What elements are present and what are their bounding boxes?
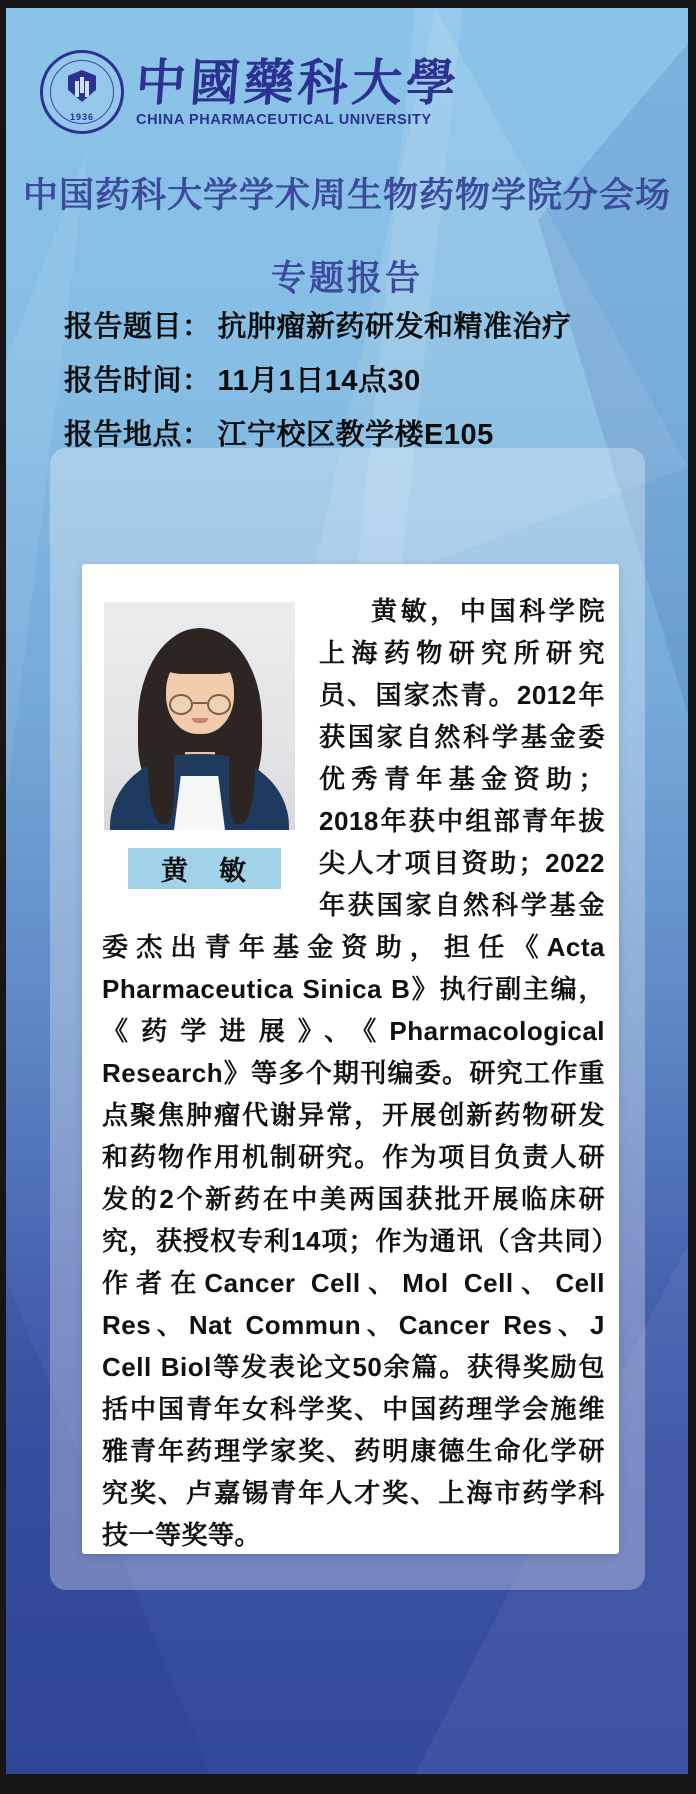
photo-mouth [192, 718, 208, 723]
university-seal-icon [40, 50, 124, 134]
speaker-photo [104, 602, 295, 830]
university-name-zh: 中國藥科大學 [133, 53, 463, 112]
photo-shirt [174, 776, 226, 830]
university-logo [40, 50, 463, 134]
photo-glasses [169, 694, 231, 716]
report-time-label: 报告时间： [64, 365, 212, 397]
photo-hair-strand [148, 722, 174, 824]
speaker-panel [50, 448, 645, 1590]
report-location-value: 江宁校区教学楼E105 [217, 419, 494, 451]
report-topic-label: 报告题目： [64, 311, 212, 343]
poster-title-line2: 专题报告 [270, 259, 423, 298]
speaker-name: 黄 敏 [161, 856, 248, 886]
report-location-label: 报告地点： [64, 419, 212, 451]
photo-bangs [160, 640, 240, 674]
university-name [133, 53, 463, 128]
report-time-row [64, 354, 658, 408]
speaker-name-badge [128, 848, 281, 889]
report-time-value: 11月1日14点30 [217, 365, 421, 397]
poster-title-line1: 中国药科大学学术周生物药物学院分会场 [22, 176, 671, 215]
seal-shield-icon [68, 70, 96, 102]
speaker-media [104, 602, 297, 889]
university-name-en: CHINA PHARMACEUTICAL UNIVERSITY [136, 112, 432, 128]
speaker-card [82, 564, 619, 1554]
poster-background [6, 8, 688, 1774]
glasses-bridge [193, 702, 207, 704]
speaker-bio: 黄敏，中国科学院上海药物研究所研究员、国家杰青。2012年获国家自然科学基金委优秀青年基金资助；2018年获中组部青年拔尖人才项目资助；2022年获国家自然科学基金委杰出青年基金资助，担任《Acta Pharmaceutica Sinica B》执行副主编，《药学进展》、《Pharmacological Research》等多个期刊编委。研究工作重点聚焦肿瘤代谢异常，开展创新药物研发和药物作用机制研究。作为项目负责人研发的2个新药在中美两国获批开展临床研究，获授权专利14项；作为通讯（含共同）作者在Cancer Cell、Mol Cell、Cell Res、Nat Commun、Cancer Res、J Cell Biol等发表论文50余篇。获得奖励包括中国青年女科学奖、中国药理学会施维雅青年药理学家奖、药明康德生命化学研究奖、卢嘉锡青年人才奖、上海市药学科技一等奖等。 [102, 596, 605, 1550]
seal-year: 1936 [69, 112, 95, 122]
report-topic-row [64, 300, 658, 354]
report-topic-value: 抗肿瘤新药研发和精准治疗 [217, 311, 572, 343]
report-info [64, 300, 658, 462]
